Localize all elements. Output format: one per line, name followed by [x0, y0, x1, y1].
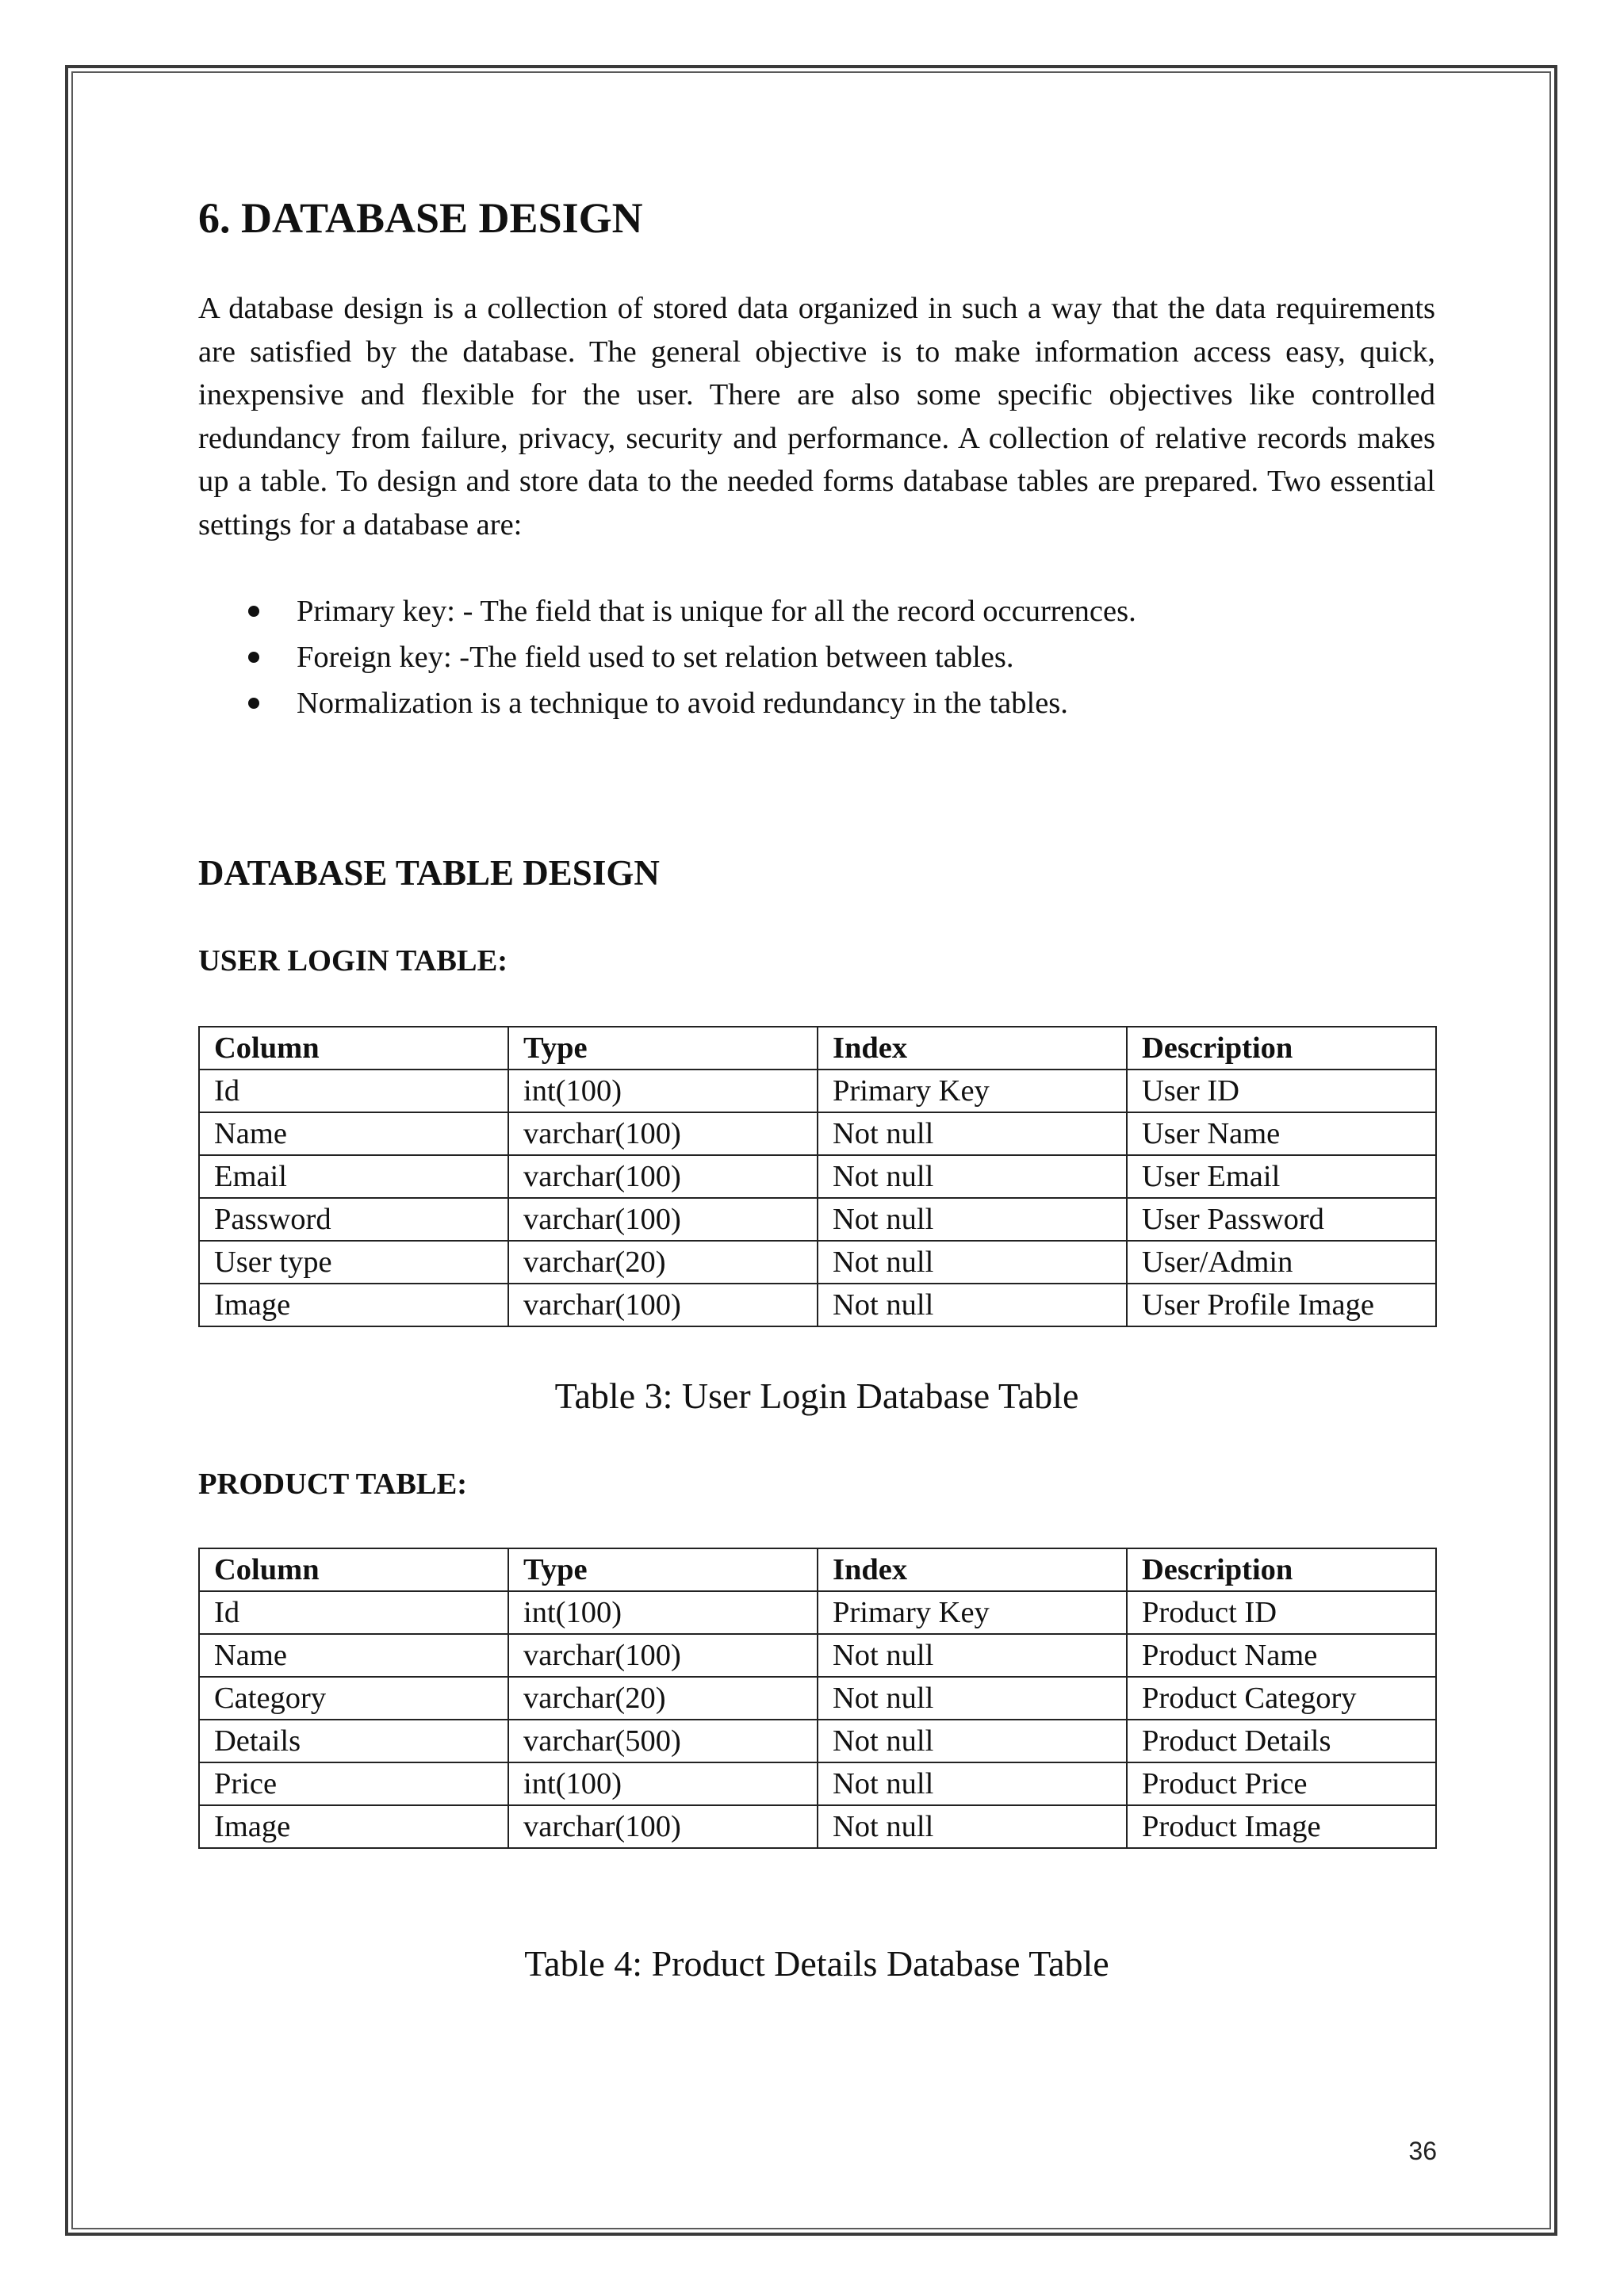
table-cell: Category [199, 1677, 508, 1720]
table-row [199, 1112, 1436, 1155]
table-row [199, 1720, 1436, 1762]
header-cell: Description [1127, 1548, 1436, 1591]
table-cell: Product ID [1127, 1591, 1436, 1634]
table-cell: User ID [1127, 1070, 1436, 1112]
bullet-icon [248, 606, 259, 617]
bullet-icon [248, 652, 259, 663]
header-cell: Index [818, 1027, 1127, 1070]
table-cell: int(100) [508, 1070, 818, 1112]
product-table-caption: Table 4: Product Details Database Table [524, 1943, 1109, 1984]
table-cell: Image [199, 1284, 508, 1326]
header-cell: Column [199, 1548, 508, 1591]
table-cell: User Password [1127, 1198, 1436, 1241]
table-cell: User Email [1127, 1155, 1436, 1198]
table-cell: Not null [818, 1634, 1127, 1677]
table-cell: Not null [818, 1155, 1127, 1198]
table-cell: varchar(100) [508, 1634, 818, 1677]
table-cell: varchar(100) [508, 1805, 818, 1848]
table-cell: Not null [818, 1112, 1127, 1155]
section-title: DATABASE TABLE DESIGN [198, 853, 660, 893]
header-cell: Type [508, 1027, 818, 1070]
bullet-icon [248, 698, 259, 709]
product-table [198, 1548, 1437, 1849]
bullet-text: Primary key: - The field that is unique for all the record occurrences. [297, 595, 1136, 628]
table-cell: Not null [818, 1241, 1127, 1284]
table-cell: varchar(100) [508, 1198, 818, 1241]
page-number: 36 [1408, 2137, 1437, 2165]
user-table-caption: Table 3: User Login Database Table [554, 1376, 1079, 1416]
table-cell: Product Image [1127, 1805, 1436, 1848]
intro-paragraph: A database design is a collection of stored data organized in such a way that the data requirements are satisfied by the database. The general objective is to make information access easy, quick, inexpensive and flexible for the user. There are also some specific objectives like controlled redundancy from failure, privacy, security and performance. A collection of relative records makes up a table. To design and store data to the needed forms database tables are prepared. Two essential settings for a database are: [198, 292, 1435, 541]
header-cell: Type [508, 1548, 818, 1591]
table-cell: Password [199, 1198, 508, 1241]
user-login-table [198, 1026, 1437, 1327]
table-cell: Id [199, 1070, 508, 1112]
table-cell: varchar(100) [508, 1112, 818, 1155]
table-cell: Id [199, 1591, 508, 1634]
bullet-item [198, 680, 1136, 726]
table-cell: Image [199, 1805, 508, 1848]
table-cell: Price [199, 1762, 508, 1805]
bullet-text: Foreign key: -The field used to set relation between tables. [297, 641, 1014, 674]
table-cell: Name [199, 1112, 508, 1155]
table-cell: Primary Key [818, 1070, 1127, 1112]
table-header-row [199, 1027, 1436, 1070]
table-cell: User/Admin [1127, 1241, 1436, 1284]
table-cell: Product Price [1127, 1762, 1436, 1805]
table-row [199, 1677, 1436, 1720]
table-cell: varchar(100) [508, 1284, 818, 1326]
table-cell: Product Name [1127, 1634, 1436, 1677]
table-row [199, 1284, 1436, 1326]
table-cell: varchar(500) [508, 1720, 818, 1762]
table-cell: Not null [818, 1720, 1127, 1762]
table-row [199, 1241, 1436, 1284]
table-cell: User type [199, 1241, 508, 1284]
bullet-item [198, 634, 1136, 680]
table-cell: Primary Key [818, 1591, 1127, 1634]
header-cell: Index [818, 1548, 1127, 1591]
table-row [199, 1155, 1436, 1198]
table-cell: Not null [818, 1805, 1127, 1848]
table-row [199, 1198, 1436, 1241]
product-table-title: PRODUCT TABLE: [198, 1468, 468, 1501]
table-row [199, 1591, 1436, 1634]
table-cell: Product Category [1127, 1677, 1436, 1720]
bullet-list [198, 588, 1136, 726]
table-cell: Email [199, 1155, 508, 1198]
chapter-heading: 6. DATABASE DESIGN [198, 194, 643, 242]
table-row [199, 1762, 1436, 1805]
table-cell: Product Details [1127, 1720, 1436, 1762]
table-cell: varchar(100) [508, 1155, 818, 1198]
table-cell: varchar(20) [508, 1241, 818, 1284]
table-cell: Not null [818, 1677, 1127, 1720]
table-cell: Name [199, 1634, 508, 1677]
header-cell: Column [199, 1027, 508, 1070]
table-cell: Details [199, 1720, 508, 1762]
table-row [199, 1070, 1436, 1112]
table-cell: Not null [818, 1762, 1127, 1805]
user-table-title: USER LOGIN TABLE: [198, 944, 508, 978]
table-cell: int(100) [508, 1762, 818, 1805]
table-row [199, 1805, 1436, 1848]
table-cell: Not null [818, 1284, 1127, 1326]
table-cell: int(100) [508, 1591, 818, 1634]
bullet-item [198, 588, 1136, 634]
table-row [199, 1634, 1436, 1677]
header-cell: Description [1127, 1027, 1436, 1070]
table-cell: User Name [1127, 1112, 1436, 1155]
table-cell: User Profile Image [1127, 1284, 1436, 1326]
table-cell: Not null [818, 1198, 1127, 1241]
table-header-row [199, 1548, 1436, 1591]
bullet-text: Normalization is a technique to avoid redundancy in the tables. [297, 687, 1068, 720]
table-cell: varchar(20) [508, 1677, 818, 1720]
